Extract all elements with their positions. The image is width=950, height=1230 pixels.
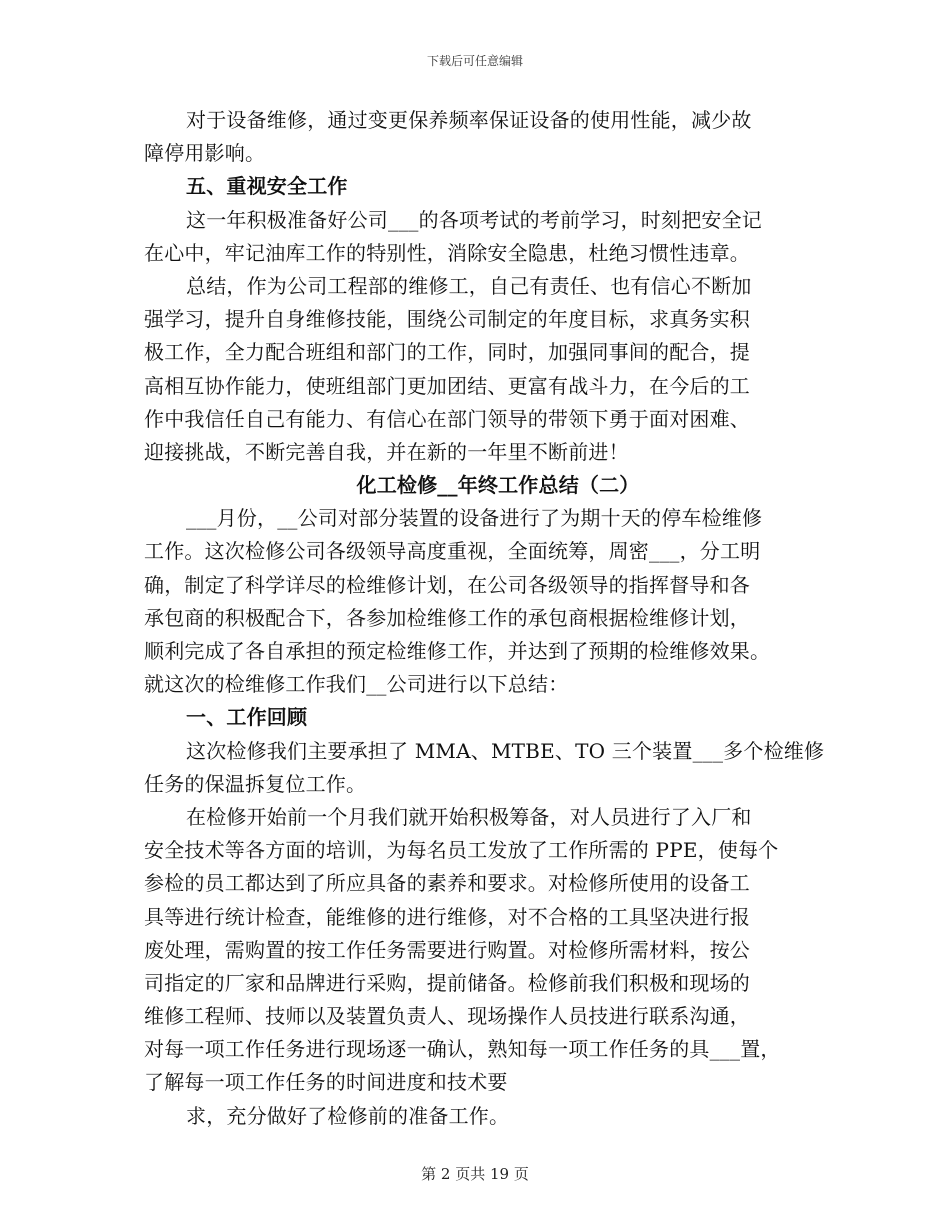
paragraph-line: 高相互协作能力，使班组部门更加团结、更富有战斗力，在今后的工 bbox=[144, 373, 750, 398]
paragraph-line: 确，制定了科学详尽的检维修计划，在公司各级领导的指挥督导和各 bbox=[144, 572, 750, 597]
page-header: 下载后可任意编辑 bbox=[426, 54, 523, 68]
paragraph-line: 参检的员工都达到了所应具备的素养和要求。对检修所使用的设备工 bbox=[144, 871, 750, 896]
paragraph-line: 迎接挑战，不断完善自我，并在新的一年里不断前进！ bbox=[144, 439, 629, 464]
document-title: 化工检修__年终工作总结（二） bbox=[356, 473, 640, 498]
paragraph-line: 顺利完成了各自承担的预定检维修工作，并达到了预期的检维修效果。 bbox=[144, 639, 771, 663]
paragraph-line: 障停用影响。 bbox=[144, 141, 266, 166]
section-heading: 一、工作回顾 bbox=[186, 705, 308, 730]
paragraph-line: 作中我信任自己有能力、有信心在部门领导的带领下勇于面对困难、 bbox=[144, 406, 750, 431]
paragraph-line: 安全技术等各方面的培训，为每名员工发放了工作所需的 PPE，使每个 bbox=[144, 838, 779, 863]
page-footer: 第 2 页共 19 页 bbox=[421, 1165, 529, 1183]
paragraph-line: 对每一项工作任务进行现场逐一确认，熟知每一项工作任务的具___置， bbox=[144, 1037, 781, 1062]
document-body bbox=[144, 104, 825, 1133]
paragraph-line: 废处理，需购置的按工作任务需要进行购置。对检修所需材料，按公 bbox=[144, 937, 750, 962]
paragraph-line: 司指定的厂家和品牌进行采购，提前储备。检修前我们积极和现场的 bbox=[144, 970, 750, 995]
paragraph-line: 工作。这次检修公司各级领导高度重视，全面统筹，周密___，分工明 bbox=[144, 539, 761, 564]
paragraph-line: 总结，作为公司工程部的维修工，自己有责任、也有信心不断加 bbox=[186, 273, 752, 298]
paragraph-line: 极工作，全力配合班组和部门的工作，同时，加强同事间的配合，提 bbox=[144, 340, 750, 365]
section-heading: 五、重视安全工作 bbox=[186, 174, 348, 199]
paragraph-line: 就这次的检维修工作我们__公司进行以下总结： bbox=[144, 672, 569, 697]
paragraph-line: 承包商的积极配合下，各参加检维修工作的承包商根据检维修计划， bbox=[144, 605, 750, 630]
paragraph-line: 在检修开始前一个月我们就开始积极筹备，对人员进行了入厂和 bbox=[186, 804, 752, 829]
paragraph-line: 对于设备维修，通过变更保养频率保证设备的使用性能，减少故 bbox=[186, 108, 752, 132]
paragraph-line: 任务的保温拆复位工作。 bbox=[144, 771, 367, 796]
paragraph-line: 具等进行统计检查，能维修的进行维修，对不合格的工具坚决进行报 bbox=[144, 904, 750, 929]
paragraph-line: 这次检修我们主要承担了 MMA、MTBE、TO 三个装置___多个检维修 bbox=[186, 738, 825, 763]
paragraph-line: 了解每一项工作任务的时间进度和技术要 bbox=[144, 1070, 508, 1095]
paragraph-line: 这一年积极准备好公司___的各项考试的考前学习，时刻把安全记 bbox=[186, 207, 762, 232]
paragraph-line: 维修工程师、技师以及装置负责人、现场操作人员技进行联系沟通， bbox=[144, 1004, 750, 1029]
paragraph-line: 求，充分做好了检修前的准备工作。 bbox=[186, 1103, 510, 1128]
paragraph-line: 强学习，提升自身维修技能，围绕公司制定的年度目标，求真务实积 bbox=[144, 307, 750, 332]
paragraph-line: 在心中，牢记油库工作的特别性，消除安全隐患，杜绝习惯性违章。 bbox=[144, 240, 750, 265]
paragraph-line: ___月份，__公司对部分装置的设备进行了为期十天的停车检维修 bbox=[186, 506, 763, 531]
